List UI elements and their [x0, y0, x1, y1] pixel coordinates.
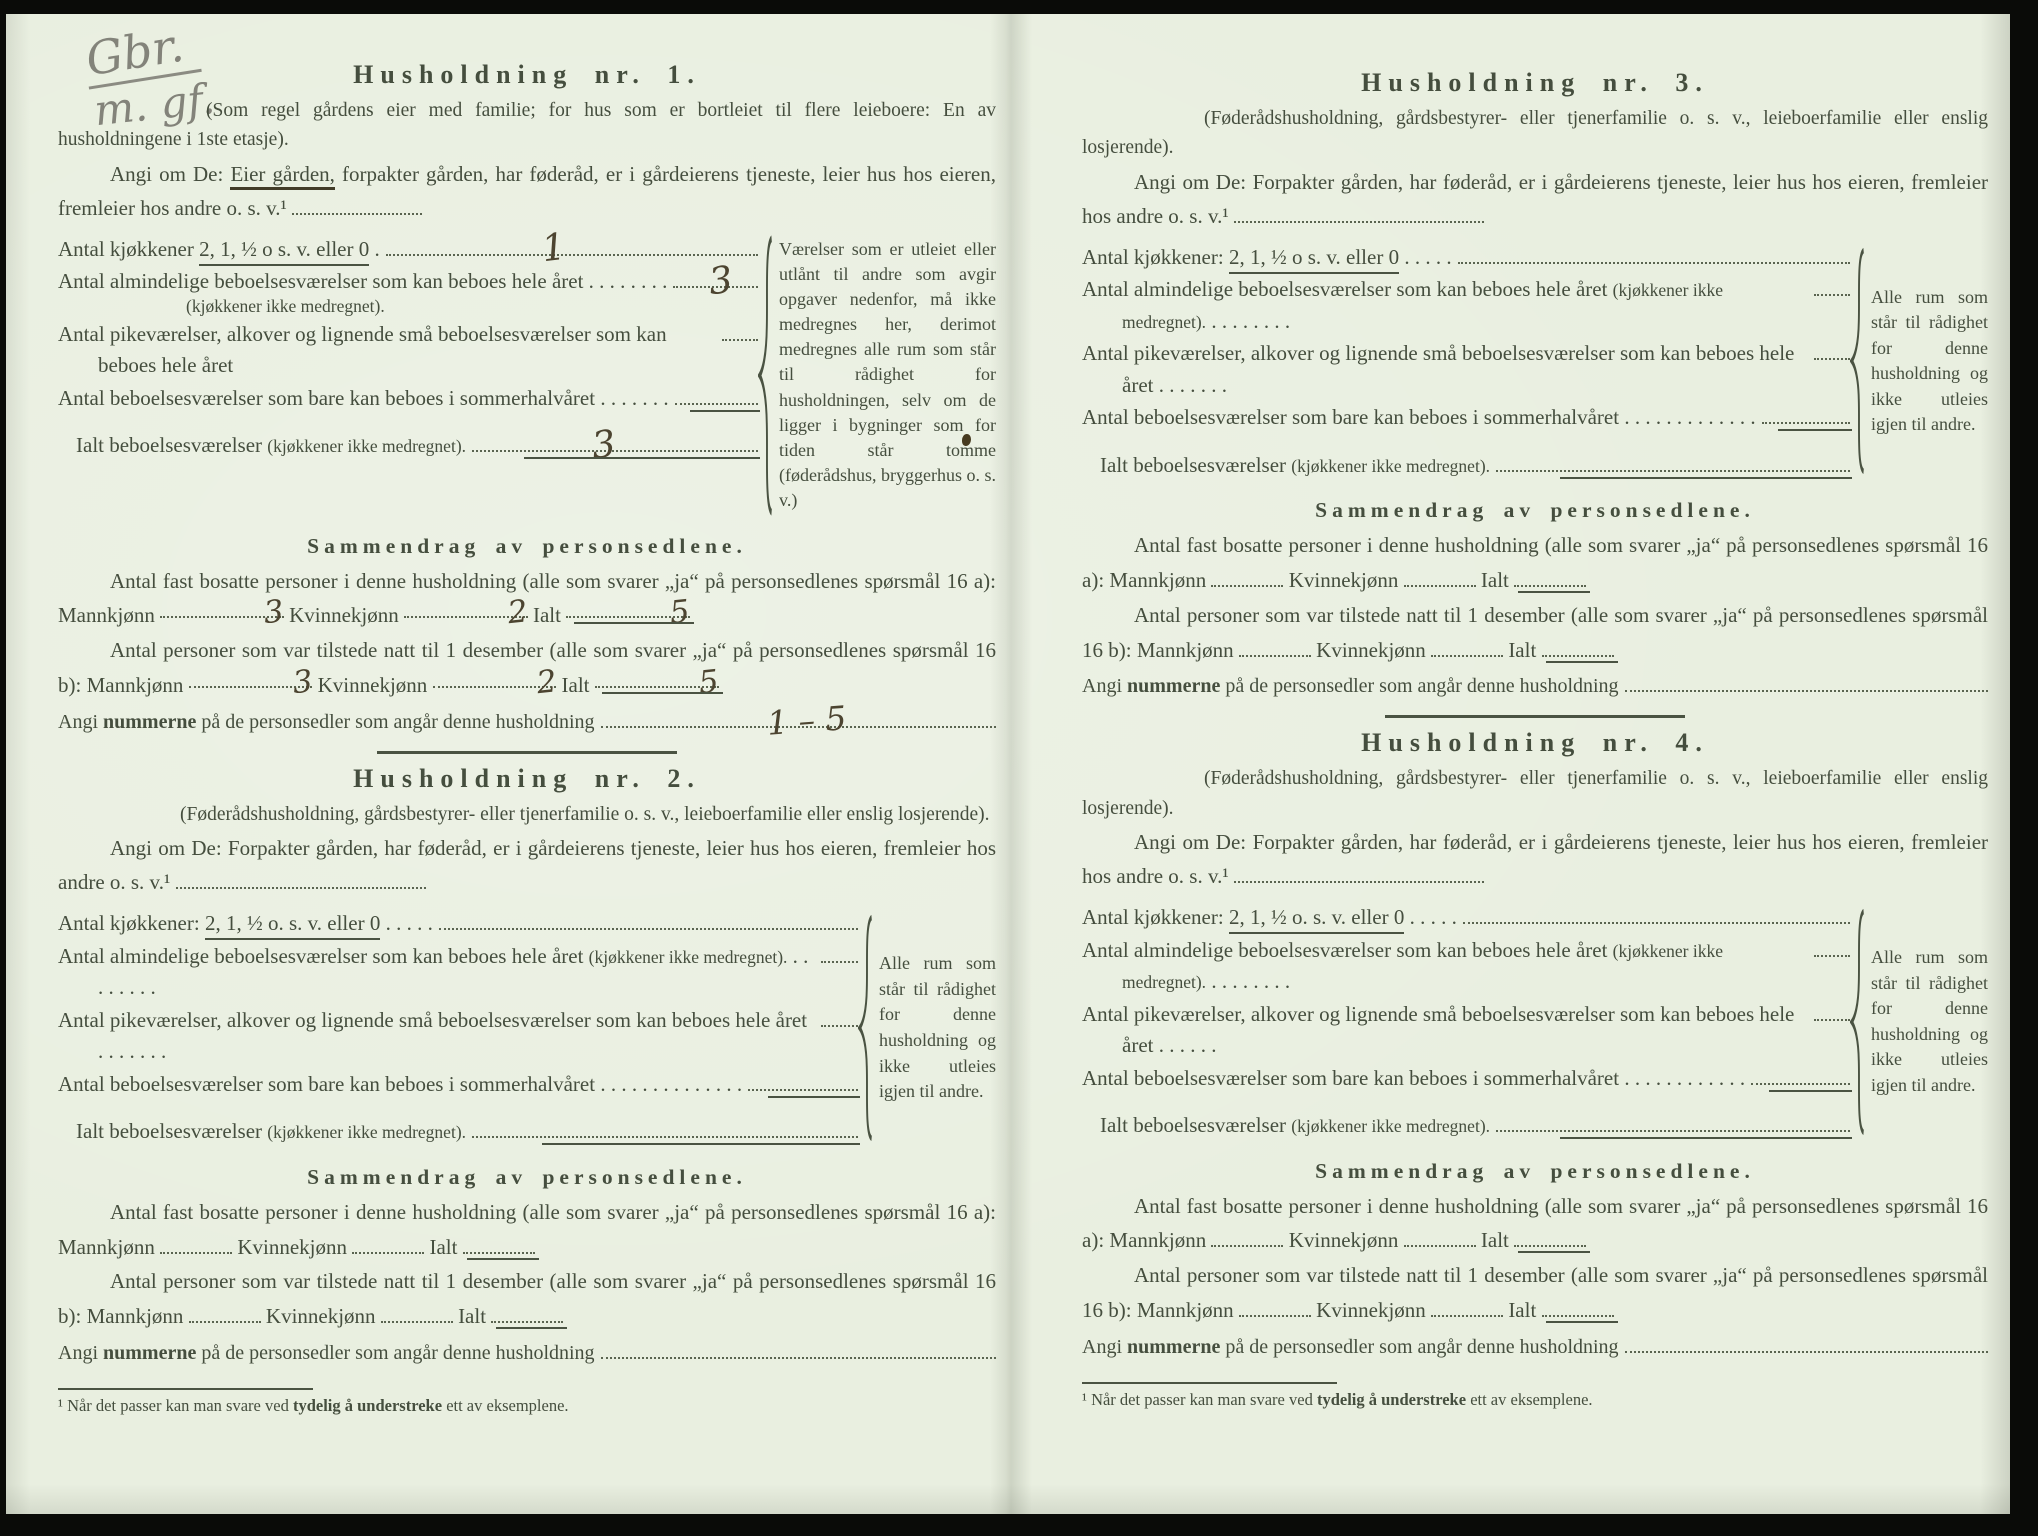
- mannkjonn-field: [1239, 637, 1311, 657]
- section-divider: [377, 751, 677, 754]
- summary-16b: Antal personer som var tilstede natt til 1 desember (alle som svarer „ja“ på personsedlenes spørsmål 16 b): Mannkjønn Kvinnekjønn Ialt: [58, 1269, 996, 1329]
- answer-line: [1814, 293, 1850, 296]
- curly-brace-icon: [1850, 246, 1866, 476]
- household-4-title: Husholdning nr. 4.: [1361, 728, 1709, 758]
- question-row-kitchens: Antal kjøkkener: 2, 1, ½ o s. v. eller 0 . . . . .: [1082, 242, 1850, 274]
- intro-rest: Forpakter gården, har føderåd, er i gårdeierens tjeneste, leier hus hos eieren, fremleier hos andre o. s. v.¹: [1082, 829, 1989, 888]
- question-row-total-rooms: Ialt beboelsesværelser (kjøkkener ikke medregnet).: [1082, 1110, 1850, 1142]
- margin-note-text: Alle rum som står til rådighet for denne husholdning og ikke utleies igjen til andre.: [1871, 947, 1988, 1095]
- kvinne-label: Kvinnekjønn: [317, 673, 428, 698]
- kvinnekjonn-field: [1404, 1227, 1476, 1247]
- answer-line: [1625, 1350, 1988, 1353]
- handwritten-numbers: 1 – 5: [765, 698, 848, 744]
- underline-examples: 2, 1, ½ o s. v. eller 0: [199, 237, 369, 266]
- personsedler-numbers-row: Angi nummerne på de personsedler som angår denne husholdning: [58, 1342, 996, 1366]
- household-2-questions: [58, 907, 996, 1149]
- answer-line: [1458, 261, 1850, 264]
- personsedler-numbers-row: Angi nummerne på de personsedler som angår denne husholdning: [1082, 1336, 1988, 1360]
- summary-16a: Antal fast bosatte personer i denne husholdning (alle som svarer „ja“ på personsedlenes spørsmål 16 a): Mannkjønn Kvinnekjønn Ialt: [1082, 533, 1988, 592]
- margin-note-text: Alle rum som står til rådighet for denne husholdning og ikke utleies igjen til andre.: [879, 953, 996, 1102]
- scanned-paper: [6, 14, 2010, 1514]
- kvinnekjonn-field: [1431, 1297, 1503, 1317]
- mannkjonn-field: [1211, 567, 1283, 587]
- left-page: [58, 50, 996, 1417]
- answer-line: [1496, 469, 1850, 472]
- margin-note: [758, 233, 996, 518]
- summary-16a: Antal fast bosatte personer i denne husholdning (alle som svarer „ja“ på personsedlenes spørsmål 16 a): Mannkjønn Kvinnekjønn Ialt: [58, 1199, 996, 1259]
- answer-line: [439, 927, 858, 930]
- page-footnote: ¹ Når det passer kan man svare ved tydelig å understreke ett av eksemplene.: [58, 1388, 996, 1416]
- intro-rest: Forpakter gården, har føderåd, er i gårdeierens tjeneste, leier hus hos eieren, fremleier hos andre o. s. v.¹: [58, 836, 996, 895]
- household-3-section: [1082, 68, 1988, 718]
- summary-16b: Antal personer som var tilstede natt til 1 desember (alle som svarer „ja“ på personsedlenes spørsmål 16 b): Mannkjønn Kvinnekjønn Ialt: [1082, 1263, 1988, 1323]
- mannkjonn-field: [189, 1303, 261, 1323]
- question-row-maid-rooms: Antal pikeværelser, alkover og lignende små beboelsesværelser som kan beboes hele året . . . . . . .: [58, 1005, 858, 1068]
- summary-16a: Antal fast bosatte personer i denne husholdning (alle som svarer „ja“ på personsedlenes spørsmål 16 a): Mannkjønn 3 Kvinnekjønn 2 Ialt 5: [58, 568, 996, 632]
- kvinnekjonn-field: [1431, 637, 1503, 657]
- kvinne-label: Kvinnekjønn: [289, 603, 399, 628]
- household-3-subtitle: (Føderådshusholdning, gårdsbestyrer- eller tjenerfamilie o. s. v., leieboerfamilie eller enslig losjerende).: [1082, 108, 1988, 159]
- ialt-field: [1542, 1297, 1614, 1317]
- dotted-blank-line: [1234, 207, 1484, 223]
- footnote-rule: [1082, 1382, 1337, 1384]
- question-row-rooms-yearround: Antal almindelige beboelsesværelser som kan beboes hele året (kjøkkener ikke medregnet). . . . . . . . .: [58, 941, 858, 1004]
- kvinnekjonn-field: 2: [433, 668, 557, 688]
- household-2-section: [58, 764, 996, 1417]
- handwritten-answer: 1: [539, 224, 569, 271]
- answer-line: [386, 224, 758, 271]
- household-4-intro: [1082, 825, 1988, 893]
- ialt-field: [1542, 637, 1614, 657]
- ialt-field: 5: [566, 598, 690, 618]
- answer-line: [675, 402, 758, 405]
- dotted-blank-line: [1234, 867, 1484, 883]
- household-4-questions: [1082, 901, 1988, 1143]
- summary-heading: Sammendrag av personsedlene.: [307, 1164, 747, 1189]
- handwritten-answer: 3: [589, 421, 619, 467]
- household-3-title: Husholdning nr. 3.: [1361, 68, 1709, 97]
- question-row-summer-rooms: Antal beboelsesværelser som bare kan beboes i sommerhalvåret . . . . . . . . . . . .: [1082, 1063, 1850, 1095]
- pencil-note-1: Gbr.: [80, 15, 201, 89]
- household-4-subtitle: (Føderådshusholdning, gårdsbestyrer- eller tjenerfamilie o. s. v., leieboerfamilie eller enslig losjerende).: [1082, 768, 1988, 819]
- answer-line: [748, 1088, 858, 1091]
- answer-line: [673, 257, 758, 303]
- answer-line: [821, 1024, 858, 1027]
- right-page: [1082, 58, 1988, 1410]
- question-row-rooms-yearround: Antal almindelige beboelsesværelser som kan beboes hele året . . . . . . . . 3: [58, 266, 758, 298]
- dotted-blank-line: [176, 873, 426, 889]
- intro-label: Angi om De:: [110, 161, 224, 186]
- mann-label: Mannkjønn: [58, 603, 155, 628]
- kvinnekjonn-field: [381, 1303, 453, 1323]
- page-footnote: ¹ Når det passer kan man svare ved tydelig å understreke ett av eksemplene.: [1082, 1382, 1988, 1410]
- intro-label: Angi om De:: [1134, 169, 1247, 194]
- footnote-rule: [58, 1388, 313, 1390]
- answer-line: [472, 421, 758, 467]
- ialt-field: [1514, 567, 1586, 587]
- underline-examples: 2, 1, ½ o. s. v. eller 0: [1229, 905, 1404, 934]
- summary-16b: Antal personer som var tilstede natt til 1 desember (alle som svarer „ja“ på personsedlenes spørsmål 16 b): Mannkjønn Kvinnekjønn Ialt: [1082, 602, 1988, 662]
- answer-line: [601, 698, 996, 744]
- ialt-label: Ialt: [532, 603, 561, 628]
- handwritten-answer: 3: [706, 257, 735, 303]
- household-1-title: Husholdning nr. 1.: [353, 60, 701, 89]
- intro-rest: forpakter gården, har føderåd, er i gårdeierens tjeneste, leier hus hos eieren, fremleier hos andre o. s. v.¹: [58, 161, 996, 220]
- household-2-subtitle: (Føderådshusholdning, gårdsbestyrer- eller tjenerfamilie o. s. v., leieboerfamilie eller enslig losjerende).: [180, 803, 990, 825]
- answer-line: [1751, 1082, 1850, 1085]
- summary-heading: Sammendrag av personsedlene.: [307, 533, 747, 558]
- question-row-total-rooms: Ialt beboelsesværelser (kjøkkener ikke medregnet).: [58, 1116, 858, 1148]
- curly-brace-icon: [1850, 907, 1866, 1137]
- question-row-summer-rooms: Antal beboelsesværelser som bare kan beboes i sommerhalvåret . . . . . . . . . . . . .: [1082, 402, 1850, 434]
- answer-line: [601, 1356, 996, 1359]
- intro-rest: Forpakter gården, har føderåd, er i gårdeierens tjeneste, leier hus hos eieren, fremleier hos andre o. s. v.¹: [1082, 169, 1989, 228]
- summary-heading: Sammendrag av personsedlene.: [1315, 498, 1755, 523]
- section-divider: [1385, 715, 1685, 718]
- margin-note-text: Alle rum som står til rådighet for denne husholdning og ikke utleies igjen til andre.: [1871, 286, 1988, 435]
- question-row-kitchens: Antal kjøkkener: 2, 1, ½ o. s. v. eller 0 . . . . .: [1082, 902, 1850, 934]
- mannkjonn-field: 3: [189, 668, 313, 688]
- question-subnote: (kjøkkener ikke medregnet).: [186, 295, 385, 316]
- question-row-kitchens: Antal kjøkkener 2, 1, ½ o s. v. eller 0 . 1: [58, 234, 758, 266]
- mannkjonn-field: [1211, 1227, 1283, 1247]
- question-row-rooms-yearround: Antal almindelige beboelsesværelser som kan beboes hele året (kjøkkener ikke medregnet). . . . . . . . .: [1082, 274, 1850, 337]
- answer-line: [1496, 1129, 1850, 1132]
- answer-line: [1463, 921, 1850, 924]
- question-row-maid-rooms: Antal pikeværelser, alkover og lignende små beboelsesværelser som kan beboes hele året: [58, 319, 758, 382]
- answer-line: [1814, 954, 1850, 957]
- intro-label: Angi om De:: [1134, 829, 1247, 854]
- ialt-label: Ialt: [561, 673, 590, 698]
- curly-brace-icon: [758, 233, 774, 518]
- underlined-answer: Eier gården,: [230, 162, 334, 190]
- summary-16b: Antal personer som var tilstede natt til 1 desember (alle som svarer „ja“ på personsedlenes spørsmål 16 b): Mannkjønn 3 Kvinnekjønn 2 Ialt 5: [58, 638, 996, 702]
- question-row-summer-rooms: Antal beboelsesværelser som bare kan beboes i sommerhalvåret . . . . . . . . . . . . . .: [58, 1069, 858, 1101]
- question-row-kitchens: Antal kjøkkener: 2, 1, ½ o. s. v. eller 0 . . . . .: [58, 908, 858, 940]
- household-1-questions: [58, 224, 996, 518]
- answer-line: [821, 960, 858, 963]
- ialt-field: 5: [595, 668, 719, 688]
- ialt-field: [491, 1303, 563, 1323]
- household-1-subtitle: (Som regel gårdens eier med familie; for hus som er bortleiet til flere leieboere: En av husholdningene i 1ste etasje).: [58, 100, 996, 151]
- mann-label: Mannkjønn: [86, 673, 184, 698]
- household-1-intro: [58, 157, 996, 225]
- household-2-intro: [58, 831, 996, 899]
- ialt-field: [463, 1234, 535, 1254]
- mannkjonn-field: [1239, 1297, 1311, 1317]
- mannkjonn-field: [160, 1234, 232, 1254]
- underline-examples: 2, 1, ½ o. s. v. eller 0: [205, 911, 380, 940]
- question-row-maid-rooms: Antal pikeværelser, alkover og lignende små beboelsesværelser som kan beboes hele året . . . . . . .: [1082, 338, 1850, 401]
- summary-heading: Sammendrag av personsedlene.: [1315, 1158, 1755, 1183]
- pencil-note-2: m. gf.: [91, 73, 218, 136]
- kvinnekjonn-field: [1404, 567, 1476, 587]
- question-row-rooms-yearround: Antal almindelige beboelsesværelser som kan beboes hele året (kjøkkener ikke medregnet). . . . . . . . .: [1082, 935, 1850, 998]
- mannkjonn-field: 3: [160, 598, 284, 618]
- question-row-summer-rooms: Antal beboelsesværelser som bare kan beboes i sommerhalvåret . . . . . . .: [58, 383, 758, 415]
- underline-examples: 2, 1, ½ o s. v. eller 0: [1229, 245, 1399, 274]
- answer-line: [1625, 689, 1988, 692]
- margin-note: [1850, 241, 1988, 483]
- question-row-maid-rooms: Antal pikeværelser, alkover og lignende små beboelsesværelser som kan beboes hele året . . . . . .: [1082, 999, 1850, 1062]
- question-row-total-rooms: Ialt beboelsesværelser (kjøkkener ikke medregnet).: [1082, 450, 1850, 482]
- household-2-title: Husholdning nr. 2.: [353, 763, 701, 793]
- answer-line: [472, 1135, 858, 1138]
- summary-16a: Antal fast bosatte personer i denne husholdning (alle som svarer „ja“ på personsedlenes spørsmål 16 a): Mannkjønn Kvinnekjønn Ialt: [1082, 1193, 1988, 1253]
- household-4-section: [1082, 728, 1988, 1410]
- household-3-questions: [1082, 241, 1988, 483]
- intro-label: Angi om De:: [110, 836, 222, 861]
- household-1-section: [58, 60, 996, 754]
- margin-note-text: Værelser som er utleiet eller utlånt til andre som avgir opgaver nedenfor, må ikke medregnes her, derimot medregnes alle rum som står til rådighet for husholdningen, selv om de ligger i bygninger som for tiden står tomme (føderådshus, bryggerhus o. s. v.): [779, 238, 996, 511]
- margin-note: [1850, 901, 1988, 1143]
- answer-line: [1814, 357, 1850, 360]
- dotted-blank-line: [292, 199, 422, 215]
- curly-brace-icon: [858, 913, 874, 1143]
- personsedler-numbers-row: Angi nummerne på de personsedler som angår denne husholdning: [1082, 675, 1988, 699]
- margin-note: [858, 907, 996, 1149]
- kvinnekjonn-field: [352, 1234, 424, 1254]
- question-row-total-rooms: Ialt beboelsesværelser (kjøkkener ikke medregnet). 3: [58, 430, 758, 462]
- kvinnekjonn-field: 2: [404, 598, 528, 618]
- answer-line: [1814, 1018, 1850, 1021]
- ialt-field: [1514, 1227, 1586, 1247]
- answer-line: [722, 338, 758, 341]
- household-3-intro: [1082, 165, 1988, 233]
- answer-line: [1762, 421, 1850, 424]
- personsedler-numbers-row: Angi nummerne på de personsedler som angår denne husholdning 1 – 5: [58, 711, 996, 735]
